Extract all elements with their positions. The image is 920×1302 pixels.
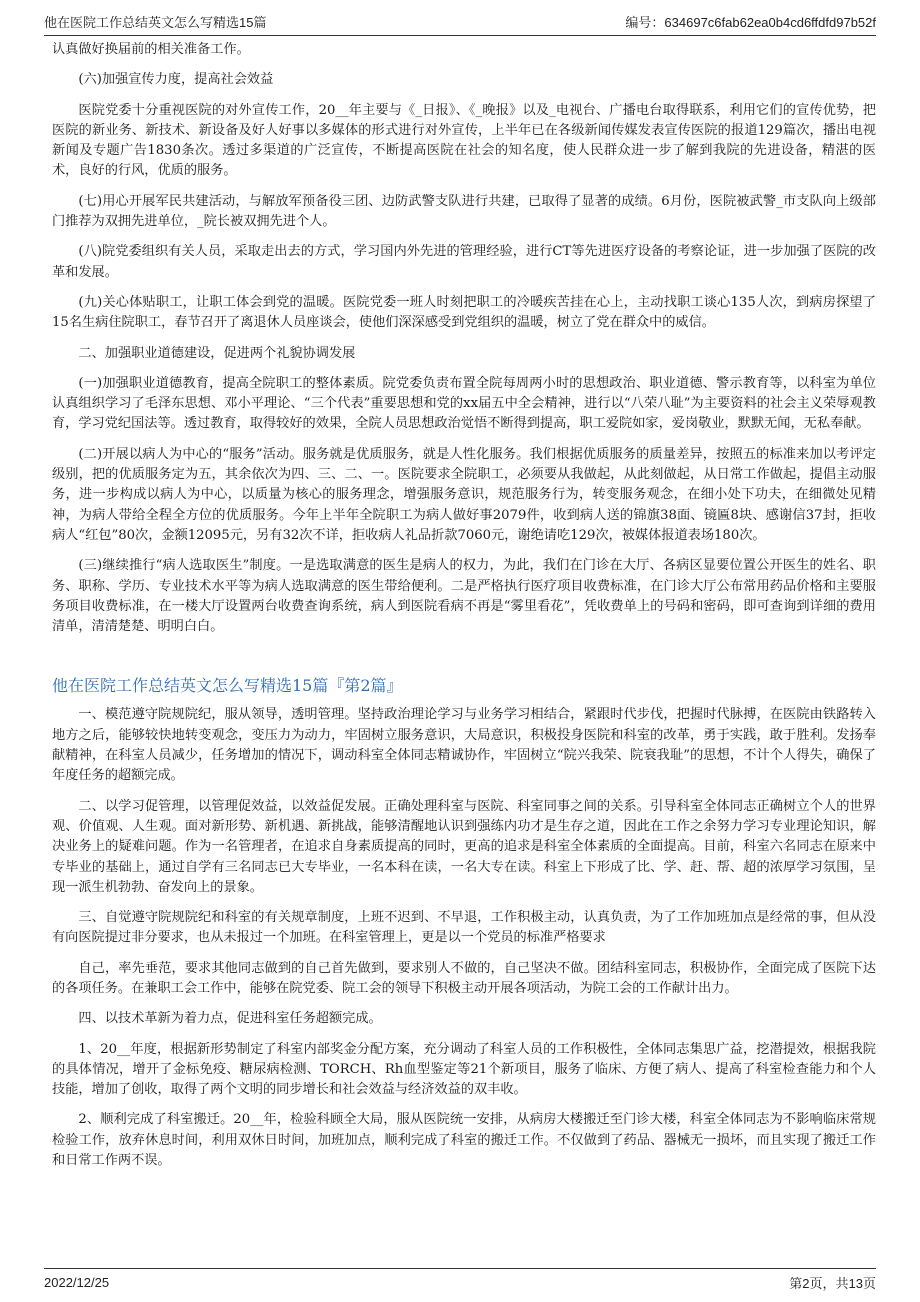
page-number: 第2页，共13页: [789, 1276, 876, 1291]
paragraph: (九)关心体贴职工，让职工体会到党的温暖。医院党委一班人时刻把职工的冷暖疾苦挂在心上，主动找职工谈心135人次，到病房探望了15名生病住院职工，春节召开了离退休人员座谈会，使他们深深感受到党组织的温暖，树立了党在群众中的威信。: [52, 294, 876, 331]
paragraph: 三、自觉遵守院规院纪和科室的有关规章制度，上班不迟到、不早退，工作积极主动，认真负责，为了工作加班加点是经常的事，但从没有向医院提过非分要求，也从未报过一个加班。在科室管理上，更是以一个党员的标准严格要求: [52, 910, 876, 946]
paragraph: 2、顺利完成了科室搬迁。20__年，检验科顾全大局，服从医院统一安排，从病房大楼搬迁至门诊大楼，科室全体同志为不影响临床常规检验工作，放弃休息时间，利用双休日时间，加班加点，顺利完成了科室的搬迁工作。不仅做到了药品、器械无一损坏，而且实现了搬迁工作和日常工作两不误。: [52, 1112, 876, 1169]
paragraph: 自己，率先垂范，要求其他同志做到的自己首先做到，要求别人不做的，自己坚决不做。团结科室同志，积极协作，全面完成了医院下达的各项任务。在兼职工会工作中，能够在院党委、院工会的领导下积极主动开展各项活动，为院工会的工作献计出力。: [52, 960, 876, 996]
section-title: 他在医院工作总结英文怎么写精选15篇『第2篇』: [52, 676, 403, 696]
subheading: (六)加强宣传力度，提高社会效益: [78, 72, 274, 88]
paragraph: 一、模范遵守院规院纪，服从领导，透明管理。坚持政治理论学习与业务学习相结合，紧跟时代步伐，把握时代脉搏，在医院由铁路转入地方之后，能够较快地转变观念，变压力为动力，牢固树立服务意识，大局意识，积极投身医院和科室的改革，勇于实践，敢于胜利。发扬奉献精神，在科室人员减少，任务增加的情况下，调动科室全体同志精诚协作，牢固树立“院兴我荣、院衰我耻”的思想，不计个人得失，确保了年度任务的超额完成。: [52, 707, 876, 784]
paragraph: (七)用心开展军民共建活动，与解放军预备役三团、边防武警支队进行共建，已取得了显著的成绩。6月份，医院被武警_市支队向上级部门推荐为双拥先进单位，_院长被双拥先进个人。: [52, 193, 876, 230]
paragraph: (八)院党委组织有关人员，采取走出去的方式，学习国内外先进的管理经验，进行CT等先进医疗设备的考察论证，进一步加强了医院的改革和发展。: [52, 244, 876, 280]
subheading: 四、以技术革新为着力点，促进科室任务超额完成。: [78, 1011, 382, 1027]
document-body: [52, 40, 876, 1181]
document-title: 他在医院工作总结英文怎么写精选15篇: [44, 15, 267, 30]
subheading: 二、加强职业道德建设，促进两个礼貌协调发展: [78, 345, 356, 361]
paragraph: 医院党委十分重视医院的对外宣传工作，20__年主要与《_日报》、《_晚报》以及_电视台、广播电台取得联系，利用它们的宣传优势，把医院的新业务、新技术、新设备及好人好事以多媒体的形式进行对外宣传，上半年已在各级新闻传媒发表宣传医院的报道129篇次，播出电视新闻及专题广告1830条次。透过多渠道的广泛宣传，不断提高医院在社会的知名度，使人民群众进一步了解到我院的先进设备，精湛的医术，良好的行风，优质的服务。: [52, 102, 876, 179]
document-id: 编号：634697c6fab62ea0b4cd6ffdfd97b52f: [625, 15, 876, 30]
paragraph: 二、以学习促管理，以管理促效益，以效益促发展。正确处理科室与医院、科室同事之间的关系。引导科室全体同志正确树立个人的世界观、价值观、人生观。面对新形势、新机遇、新挑战，能够清醒地认识到强练内功才是生存之道，因此在工作之余努力学习专业理论知识，解决业务上的疑难问题。作为一名管理者，在追求自身素质提高的同时，更高的追求是科室全体素质的全面提高。目前，科室六名同志在原来中专毕业的基础上，通过自学有三名同志已大专毕业，一名本科在读，一名大专在读。科室上下形成了比、学、赶、帮、超的浓厚学习氛围，呈现一派生机勃勃、奋发向上的景象。: [52, 798, 876, 895]
paragraph: (三)继续推行“病人选取医生”制度。一是选取满意的医生是病人的权力，为此，我们在门诊在大厅、各病区显要位置公开医生的姓名、职务、职称、学历、专业技术水平等为病人选取满意的医生带给便利。二是严格执行医疗项目收费标准，在门诊大厅公布常用药品价格和主要服务项目收费标准，在一楼大厅设置两台收费查询系统，病人到医院看病不再是“雾里看花”，凭收费单上的号码和密码，即可查询到详细的费用清单，清清楚楚、明明白白。: [52, 558, 876, 635]
paragraph: (二)开展以病人为中心的“服务”活动。服务就是优质服务，就是人性化服务。我们根据优质服务的质量差异，按照五的标准来加以考评定级别，把的优质服务定为五，其余依次为四、三、二、一。医院要求全院职工，必须要从我做起，从此刻做起，从日常工作做起，提倡主动服务，进一步构成以病人为中心，以质量为核心的服务理念，增强服务意识，规范服务行为，转变服务观念，在细小处下功夫，在细微处见精神，为病人带给全程全方位的优质服务。今年上半年全院职工为病人做好事2079件，收到病人送的锦旗38面、镜匾8块、感谢信37封，拒收病人“红包”80次，金额12095元，另有32次不详，拒收病人礼品折款7060元，谢绝请吃129次，被媒体报道表场180次。: [52, 446, 876, 543]
paragraph: 认真做好换届前的相关准备工作。: [52, 42, 250, 57]
footer-date: 2022/12/25: [44, 1275, 110, 1290]
page-header: [44, 12, 876, 36]
page-footer: [44, 1268, 876, 1292]
paragraph: (一)加强职业道德教育，提高全院职工的整体素质。院党委负责布置全院每周两小时的思想政治、职业道德、警示教育等，以科室为单位认真组织学习了毛泽东思想、邓小平理论、“三个代表”重要思想和党的xx届五中全会精神，进行以“八荣八耻”为主要资料的社会主义荣辱观教育，学习党纪国法等。透过教育，取得较好的效果，全院人员思想政治觉悟不断得到提高，职工爱院如家，爱岗敬业，默默无闻，无私奉献。: [52, 375, 876, 432]
paragraph: 1、20__年度，根据新形势制定了科室内部奖金分配方案，充分调动了科室人员的工作积极性，全体同志集思广益，挖潜提效，根据我院的具体情况，增开了金标免疫、糖尿病检测、TORCH、Rh血型鉴定等21个新项目，服务了临床、方便了病人、提高了科室检查能力和个人技能，增加了创收，取得了两个文明的同步增长和社会效益与经济效益的双丰收。: [52, 1041, 876, 1098]
